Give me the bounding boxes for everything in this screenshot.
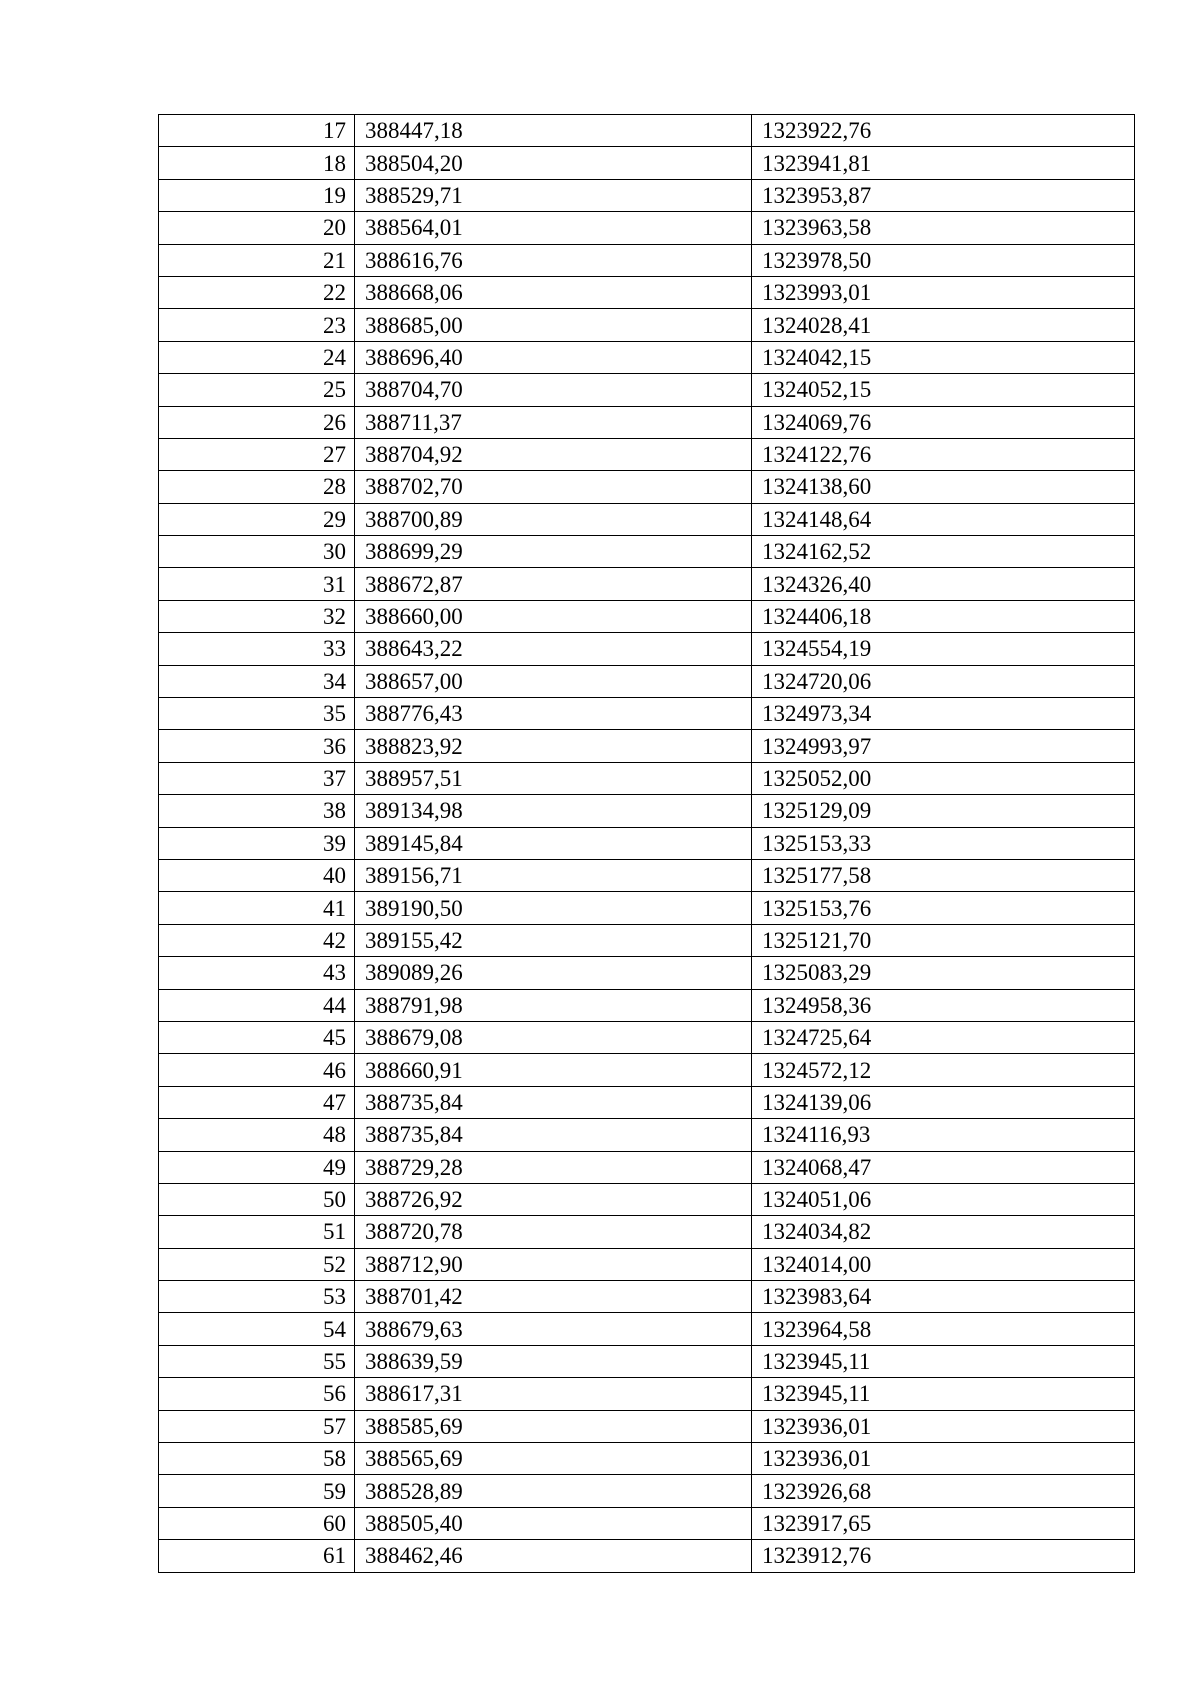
point-number-cell: 27 — [159, 438, 355, 470]
x-coordinate-cell: 388791,98 — [355, 989, 752, 1021]
x-coordinate-cell: 388735,84 — [355, 1086, 752, 1118]
table-row — [159, 1345, 1135, 1377]
point-number-cell: 18 — [159, 147, 355, 179]
point-number-cell: 31 — [159, 568, 355, 600]
point-number-cell: 23 — [159, 309, 355, 341]
y-coordinate-cell: 1323936,01 — [752, 1410, 1135, 1442]
table-row — [159, 1151, 1135, 1183]
x-coordinate-cell: 388668,06 — [355, 276, 752, 308]
table-row — [159, 1507, 1135, 1539]
point-number-cell: 59 — [159, 1475, 355, 1507]
y-coordinate-cell: 1325129,09 — [752, 795, 1135, 827]
x-coordinate-cell: 388564,01 — [355, 212, 752, 244]
point-number-cell: 55 — [159, 1345, 355, 1377]
x-coordinate-cell: 388643,22 — [355, 633, 752, 665]
point-number-cell: 19 — [159, 179, 355, 211]
x-coordinate-cell: 389089,26 — [355, 957, 752, 989]
table-row — [159, 600, 1135, 632]
x-coordinate-cell: 388565,69 — [355, 1443, 752, 1475]
y-coordinate-cell: 1323978,50 — [752, 244, 1135, 276]
x-coordinate-cell: 388679,63 — [355, 1313, 752, 1345]
table-row — [159, 892, 1135, 924]
point-number-cell: 61 — [159, 1540, 355, 1572]
x-coordinate-cell: 388657,00 — [355, 665, 752, 697]
x-coordinate-cell: 388639,59 — [355, 1345, 752, 1377]
x-coordinate-cell: 388685,00 — [355, 309, 752, 341]
y-coordinate-cell: 1324958,36 — [752, 989, 1135, 1021]
y-coordinate-cell: 1324034,82 — [752, 1216, 1135, 1248]
y-coordinate-cell: 1323945,11 — [752, 1345, 1135, 1377]
table-row — [159, 1475, 1135, 1507]
point-number-cell: 17 — [159, 115, 355, 147]
table-row — [159, 1313, 1135, 1345]
y-coordinate-cell: 1324069,76 — [752, 406, 1135, 438]
x-coordinate-cell: 388504,20 — [355, 147, 752, 179]
x-coordinate-cell: 388528,89 — [355, 1475, 752, 1507]
point-number-cell: 56 — [159, 1378, 355, 1410]
table-row — [159, 179, 1135, 211]
table-row — [159, 503, 1135, 535]
point-number-cell: 38 — [159, 795, 355, 827]
y-coordinate-cell: 1324162,52 — [752, 536, 1135, 568]
table-row — [159, 438, 1135, 470]
y-coordinate-cell: 1324326,40 — [752, 568, 1135, 600]
coordinates-table-body — [159, 115, 1135, 1573]
x-coordinate-cell: 388447,18 — [355, 115, 752, 147]
table-row — [159, 989, 1135, 1021]
x-coordinate-cell: 388712,90 — [355, 1248, 752, 1280]
x-coordinate-cell: 388704,92 — [355, 438, 752, 470]
point-number-cell: 51 — [159, 1216, 355, 1248]
point-number-cell: 47 — [159, 1086, 355, 1118]
y-coordinate-cell: 1323912,76 — [752, 1540, 1135, 1572]
y-coordinate-cell: 1325052,00 — [752, 762, 1135, 794]
point-number-cell: 58 — [159, 1443, 355, 1475]
table-row — [159, 795, 1135, 827]
table-row — [159, 276, 1135, 308]
x-coordinate-cell: 388735,84 — [355, 1119, 752, 1151]
x-coordinate-cell: 388679,08 — [355, 1021, 752, 1053]
x-coordinate-cell: 389155,42 — [355, 924, 752, 956]
table-row — [159, 698, 1135, 730]
y-coordinate-cell: 1323936,01 — [752, 1443, 1135, 1475]
point-number-cell: 60 — [159, 1507, 355, 1539]
y-coordinate-cell: 1324068,47 — [752, 1151, 1135, 1183]
table-row — [159, 730, 1135, 762]
point-number-cell: 32 — [159, 600, 355, 632]
y-coordinate-cell: 1324122,76 — [752, 438, 1135, 470]
table-row — [159, 859, 1135, 891]
table-row — [159, 536, 1135, 568]
y-coordinate-cell: 1323922,76 — [752, 115, 1135, 147]
y-coordinate-cell: 1325153,76 — [752, 892, 1135, 924]
point-number-cell: 33 — [159, 633, 355, 665]
table-row — [159, 665, 1135, 697]
y-coordinate-cell: 1324725,64 — [752, 1021, 1135, 1053]
table-row — [159, 1248, 1135, 1280]
table-row — [159, 568, 1135, 600]
x-coordinate-cell: 389156,71 — [355, 859, 752, 891]
table-row — [159, 1540, 1135, 1572]
y-coordinate-cell: 1324014,00 — [752, 1248, 1135, 1280]
x-coordinate-cell: 388726,92 — [355, 1183, 752, 1215]
point-number-cell: 54 — [159, 1313, 355, 1345]
point-number-cell: 26 — [159, 406, 355, 438]
table-row — [159, 341, 1135, 373]
point-number-cell: 34 — [159, 665, 355, 697]
table-row — [159, 1021, 1135, 1053]
y-coordinate-cell: 1324028,41 — [752, 309, 1135, 341]
x-coordinate-cell: 389145,84 — [355, 827, 752, 859]
point-number-cell: 36 — [159, 730, 355, 762]
y-coordinate-cell: 1323953,87 — [752, 179, 1135, 211]
table-row — [159, 1378, 1135, 1410]
y-coordinate-cell: 1323941,81 — [752, 147, 1135, 179]
x-coordinate-cell: 388529,71 — [355, 179, 752, 211]
y-coordinate-cell: 1323963,58 — [752, 212, 1135, 244]
x-coordinate-cell: 388720,78 — [355, 1216, 752, 1248]
y-coordinate-cell: 1323917,65 — [752, 1507, 1135, 1539]
point-number-cell: 52 — [159, 1248, 355, 1280]
y-coordinate-cell: 1325153,33 — [752, 827, 1135, 859]
x-coordinate-cell: 388957,51 — [355, 762, 752, 794]
x-coordinate-cell: 388729,28 — [355, 1151, 752, 1183]
point-number-cell: 28 — [159, 471, 355, 503]
point-number-cell: 53 — [159, 1281, 355, 1313]
y-coordinate-cell: 1324406,18 — [752, 600, 1135, 632]
x-coordinate-cell: 388776,43 — [355, 698, 752, 730]
point-number-cell: 45 — [159, 1021, 355, 1053]
table-row — [159, 1410, 1135, 1442]
table-row — [159, 1054, 1135, 1086]
x-coordinate-cell: 389190,50 — [355, 892, 752, 924]
y-coordinate-cell: 1323945,11 — [752, 1378, 1135, 1410]
x-coordinate-cell: 388585,69 — [355, 1410, 752, 1442]
point-number-cell: 24 — [159, 341, 355, 373]
x-coordinate-cell: 389134,98 — [355, 795, 752, 827]
y-coordinate-cell: 1324052,15 — [752, 374, 1135, 406]
y-coordinate-cell: 1323983,64 — [752, 1281, 1135, 1313]
table-row — [159, 1119, 1135, 1151]
point-number-cell: 42 — [159, 924, 355, 956]
y-coordinate-cell: 1324554,19 — [752, 633, 1135, 665]
point-number-cell: 39 — [159, 827, 355, 859]
y-coordinate-cell: 1325083,29 — [752, 957, 1135, 989]
y-coordinate-cell: 1325177,58 — [752, 859, 1135, 891]
point-number-cell: 20 — [159, 212, 355, 244]
table-row — [159, 1216, 1135, 1248]
point-number-cell: 35 — [159, 698, 355, 730]
x-coordinate-cell: 388700,89 — [355, 503, 752, 535]
table-row — [159, 115, 1135, 147]
y-coordinate-cell: 1324993,97 — [752, 730, 1135, 762]
point-number-cell: 48 — [159, 1119, 355, 1151]
point-number-cell: 30 — [159, 536, 355, 568]
x-coordinate-cell: 388696,40 — [355, 341, 752, 373]
table-row — [159, 1086, 1135, 1118]
point-number-cell: 43 — [159, 957, 355, 989]
y-coordinate-cell: 1324973,34 — [752, 698, 1135, 730]
y-coordinate-cell: 1323993,01 — [752, 276, 1135, 308]
point-number-cell: 46 — [159, 1054, 355, 1086]
table-row — [159, 924, 1135, 956]
y-coordinate-cell: 1324148,64 — [752, 503, 1135, 535]
y-coordinate-cell: 1324720,06 — [752, 665, 1135, 697]
x-coordinate-cell: 388701,42 — [355, 1281, 752, 1313]
x-coordinate-cell: 388660,00 — [355, 600, 752, 632]
table-row — [159, 633, 1135, 665]
coordinates-table — [158, 114, 1135, 1573]
point-number-cell: 44 — [159, 989, 355, 1021]
point-number-cell: 29 — [159, 503, 355, 535]
point-number-cell: 22 — [159, 276, 355, 308]
point-number-cell: 49 — [159, 1151, 355, 1183]
table-row — [159, 1183, 1135, 1215]
point-number-cell: 40 — [159, 859, 355, 891]
table-row — [159, 1281, 1135, 1313]
table-row — [159, 406, 1135, 438]
x-coordinate-cell: 388505,40 — [355, 1507, 752, 1539]
table-row — [159, 827, 1135, 859]
x-coordinate-cell: 388702,70 — [355, 471, 752, 503]
x-coordinate-cell: 388711,37 — [355, 406, 752, 438]
y-coordinate-cell: 1325121,70 — [752, 924, 1135, 956]
point-number-cell: 50 — [159, 1183, 355, 1215]
y-coordinate-cell: 1323964,58 — [752, 1313, 1135, 1345]
x-coordinate-cell: 388672,87 — [355, 568, 752, 600]
table-row — [159, 309, 1135, 341]
table-row — [159, 244, 1135, 276]
y-coordinate-cell: 1324051,06 — [752, 1183, 1135, 1215]
y-coordinate-cell: 1324138,60 — [752, 471, 1135, 503]
x-coordinate-cell: 388617,31 — [355, 1378, 752, 1410]
x-coordinate-cell: 388462,46 — [355, 1540, 752, 1572]
table-row — [159, 212, 1135, 244]
table-row — [159, 762, 1135, 794]
y-coordinate-cell: 1324572,12 — [752, 1054, 1135, 1086]
table-row — [159, 147, 1135, 179]
x-coordinate-cell: 388660,91 — [355, 1054, 752, 1086]
x-coordinate-cell: 388699,29 — [355, 536, 752, 568]
point-number-cell: 57 — [159, 1410, 355, 1442]
x-coordinate-cell: 388616,76 — [355, 244, 752, 276]
point-number-cell: 21 — [159, 244, 355, 276]
point-number-cell: 41 — [159, 892, 355, 924]
table-row — [159, 1443, 1135, 1475]
table-row — [159, 374, 1135, 406]
x-coordinate-cell: 388704,70 — [355, 374, 752, 406]
point-number-cell: 25 — [159, 374, 355, 406]
y-coordinate-cell: 1323926,68 — [752, 1475, 1135, 1507]
x-coordinate-cell: 388823,92 — [355, 730, 752, 762]
y-coordinate-cell: 1324116,93 — [752, 1119, 1135, 1151]
y-coordinate-cell: 1324139,06 — [752, 1086, 1135, 1118]
table-row — [159, 957, 1135, 989]
y-coordinate-cell: 1324042,15 — [752, 341, 1135, 373]
point-number-cell: 37 — [159, 762, 355, 794]
table-row — [159, 471, 1135, 503]
